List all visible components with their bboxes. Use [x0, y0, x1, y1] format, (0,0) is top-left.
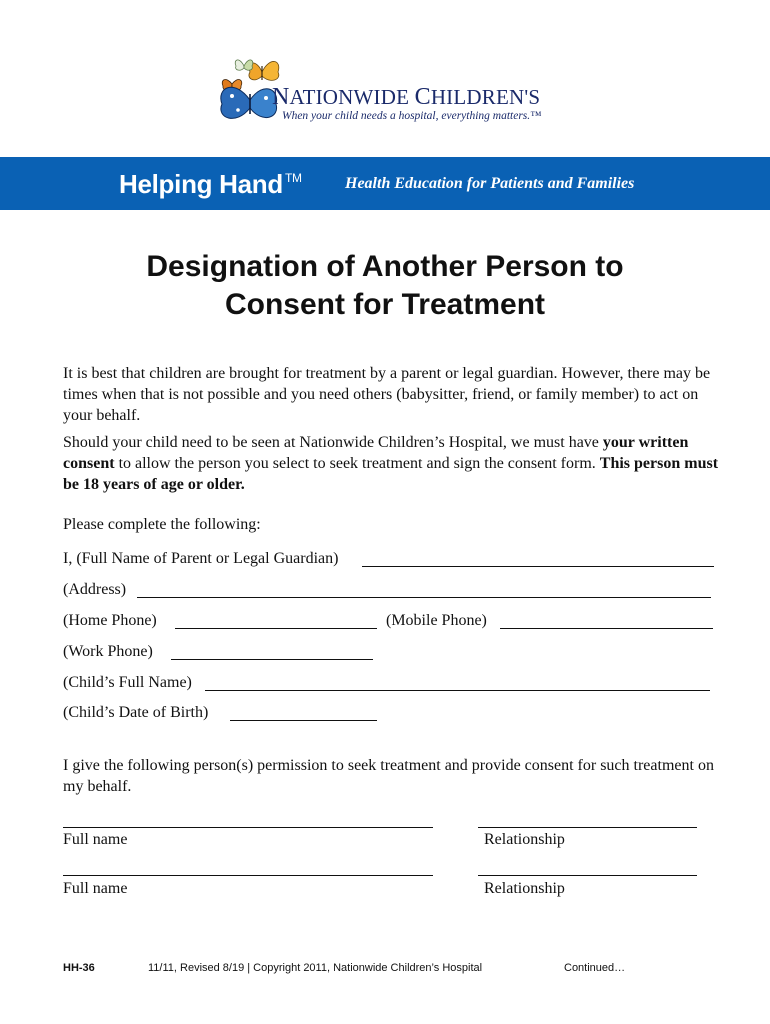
banner-title: Helping Hand ™ [119, 169, 302, 199]
child-dob-label: (Child’s Date of Birth) [63, 704, 209, 721]
consent-paragraph: Should your child need to be seen at Nationwide Children’s Hospital, we must have your written consent to allow the person you select to seek treatment and sign the consent form. This person must be 18 years of age or older. [63, 434, 719, 493]
mobile-phone-field[interactable] [500, 628, 713, 629]
guardian-name-field[interactable] [362, 566, 714, 567]
home-phone-label: (Home Phone) [63, 612, 157, 629]
relationship-field-2[interactable] [478, 875, 697, 876]
banner-subtitle: Health Education for Patients and Families [345, 175, 635, 192]
full-name-label-2: Full name [63, 880, 128, 897]
relationship-field-1[interactable] [478, 827, 697, 828]
work-phone-field[interactable] [171, 659, 373, 660]
document-code: HH-36 [63, 962, 95, 974]
instructions-text: Please complete the following: [63, 516, 261, 533]
permission-paragraph: I give the following person(s) permission to seek treatment and provide consent for such treatment on my behalf. [63, 757, 714, 795]
continued-label: Continued… [564, 962, 626, 974]
address-label: (Address) [63, 581, 127, 598]
trademark-mark: TM [284, 171, 302, 185]
full-name-field-2[interactable] [63, 875, 433, 876]
child-dob-field[interactable] [230, 720, 377, 721]
page-title: Designation of Another Person to Consent for Treatment [146, 250, 624, 321]
logo-name: NATIONWIDE CHILDREN'S [272, 84, 541, 110]
guardian-name-label: I, (Full Name of Parent or Legal Guardian) [63, 550, 339, 567]
full-name-label-1: Full name [63, 831, 128, 848]
footer-copyright: 11/11, Revised 8/19 | Copyright 2011, Nationwide Children’s Hospital [148, 962, 483, 974]
relationship-label-1: Relationship [484, 831, 565, 848]
home-phone-field[interactable] [175, 628, 377, 629]
hospital-logo [214, 48, 544, 128]
child-name-label: (Child’s Full Name) [63, 674, 192, 691]
logo-tagline: When your child needs a hospital, everything matters.™ [282, 110, 542, 122]
work-phone-label: (Work Phone) [63, 643, 153, 660]
full-name-field-1[interactable] [63, 827, 433, 828]
header-banner [0, 157, 770, 210]
age-requirement: This person must be 18 years of age or older. [63, 455, 719, 493]
relationship-label-2: Relationship [484, 880, 565, 897]
intro-paragraph: It is best that children are brought for treatment by a parent or legal guardian. However, there may be times when that is not possible and you need others (babysitter, friend, or family member) to act on your behalf. [63, 365, 711, 424]
child-name-field[interactable] [205, 690, 710, 691]
address-field[interactable] [137, 597, 711, 598]
mobile-phone-label: (Mobile Phone) [386, 612, 487, 629]
